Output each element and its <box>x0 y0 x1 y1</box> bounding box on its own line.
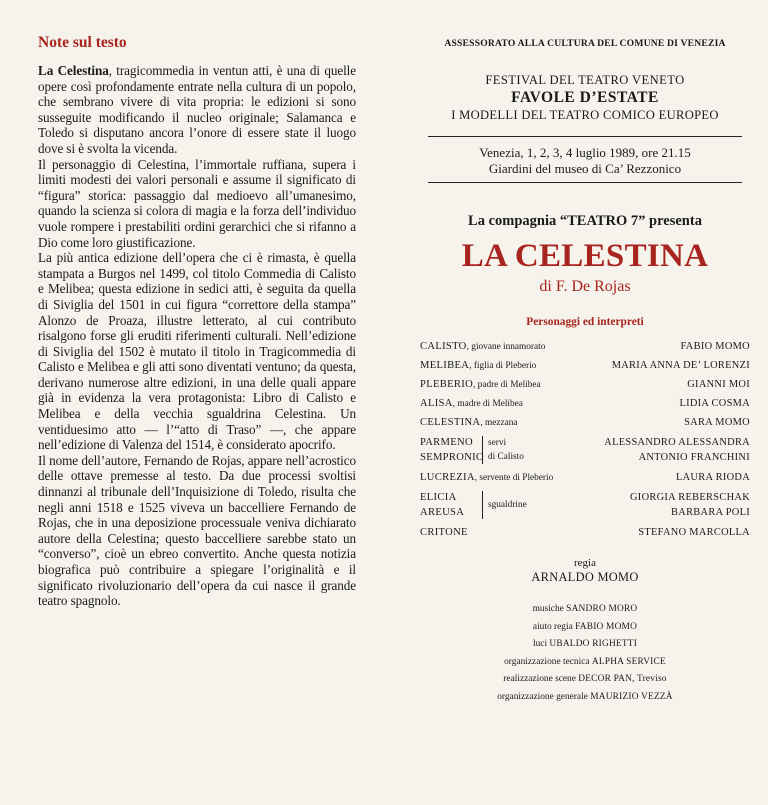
credit-line <box>420 671 750 689</box>
credit-label: musiche <box>532 604 564 614</box>
cast-row <box>420 379 750 391</box>
cast-group-roles <box>420 436 482 465</box>
programme-column <box>420 38 750 706</box>
venue-place: Giardini del museo di Ca’ Rezzonico <box>488 160 682 176</box>
cast-row <box>420 341 750 353</box>
cast-group-actors <box>533 491 750 520</box>
credits-list <box>420 601 750 706</box>
cast-group-servi <box>420 436 750 465</box>
cast-actor: MARIA ANNA DE’ LORENZI <box>611 360 750 371</box>
festival-theme: I MODELLI DEL TEATRO COMICO EUROPEO <box>451 108 719 122</box>
cast-group-actors <box>530 436 750 465</box>
credit-label: organizzazione generale <box>497 691 588 702</box>
cast-row <box>420 417 750 429</box>
divider-bottom <box>428 182 742 183</box>
notes-column <box>38 34 356 609</box>
cast-actor: GIANNI MOI <box>687 379 750 390</box>
director-name: ARNALDO MOMO <box>531 570 639 584</box>
credit-label: organizzazione tecnica <box>504 656 590 667</box>
credit-line <box>420 654 750 672</box>
credit-label: aiuto regia <box>532 621 573 632</box>
cast-group-description <box>482 491 527 519</box>
cast-role: ALISA, madre di Melibea <box>420 398 523 409</box>
cast-actor: ALESSANDRO ALESSANDRA <box>604 437 750 448</box>
notes-paragraph-1 <box>38 63 356 157</box>
company-presents: La compagnia “TEATRO 7” presenta <box>468 213 702 229</box>
notes-paragraph-2: Il personaggio di Celestina, l’immortale ruffiana, supera i limiti modesti dei valori personali e assume il significato di “figura” storica: passaggio dal medioevo all’umanesimo, quando la scienza si colora di magia e la forza dell’individuo vuole rompere i prestabiliti ordini gerarchici che si rifanno a Dio come loro giustificazione. <box>38 156 356 250</box>
credit-line <box>420 601 750 619</box>
cast-actor: LAURA RIODA <box>675 472 750 483</box>
credit-value: UBALDO RIGHETTI <box>549 639 638 649</box>
cast-group-desc-line: sgualdrine <box>488 500 527 510</box>
cast-role: CELESTINA, mezzana <box>420 417 518 428</box>
cast-actor: SARA MOMO <box>684 417 750 428</box>
cast-role: PARMENO <box>420 437 473 448</box>
cast-row <box>420 472 750 484</box>
cast-role: ELICIA <box>420 492 457 503</box>
cast-row <box>420 527 750 539</box>
credit-line <box>420 689 750 707</box>
cast-role: CRITONE <box>420 527 468 538</box>
notes-heading: Note sul testo <box>38 34 127 51</box>
credit-label: realizzazione scene <box>503 674 576 684</box>
credit-label: luci <box>532 639 548 649</box>
credit-value: DECOR PAN, Treviso <box>578 674 667 684</box>
credit-value: FABIO MOMO <box>575 621 638 632</box>
credit-value: ALPHA SERVICE <box>591 656 666 667</box>
venue-date: Venezia, 1, 2, 3, 4 luglio 1989, ore 21.15 <box>479 145 691 160</box>
cast-row <box>420 360 750 372</box>
cast-role: LUCREZIA, servente di Pleberio <box>420 472 554 483</box>
notes-body <box>38 63 356 609</box>
cast-role: PLEBERIO, padre di Melibea <box>420 379 541 390</box>
cast-actor: ANTONIO FRANCHINI <box>638 451 750 463</box>
festival-subtitle: FAVOLE D’ESTATE <box>511 89 659 106</box>
cast-actor: LIDIA COSMA <box>679 398 750 409</box>
cast-row <box>420 398 750 410</box>
play-title: LA CELESTINA <box>461 238 709 274</box>
notes-paragraph-4: Il nome dell’autore, Fernando de Rojas, appare nell’acrostico delle ottave premesse al testo. Da due processi svoltisi dinnanzi al tribunale dell’Inquisizione di Toledo, risulta che negli anni 1518 e 1525 viveva un baccelliere Fernando de Rojas, che in una deposizione processuale veniva dichiarato autore della Celestina; questo baccelliere sarebbe stato un “converso”, cioè un ebreo convertito. Anche questa notizia biografica può contribuire a spiegare l’originalità e il significato rivoluzionario dell’opera da cui nasce il grande teatro spagnolo. <box>38 452 356 609</box>
cast-actor: BARBARA POLI <box>671 506 750 518</box>
cast-heading: Personaggi ed interpreti <box>526 316 644 328</box>
venue-info <box>420 137 750 182</box>
credit-line <box>420 619 750 637</box>
notes-paragraph-1-text: , tragicommedia in ventun atti, è una di quelle opere così profondamente entrate nella cultura di un popolo, che sembrano vivere di vita propria: le edizioni si sono susseguite modificando il nucleo originale; Salamanca e Toledo si disputano ancora l’onore di essere state il luogo dove si è svolta la vicenda. <box>38 63 357 156</box>
cast-group-description <box>482 436 524 464</box>
credit-value: SANDRO MORO <box>566 604 638 614</box>
credit-value: MAURIZIO VEZZÀ <box>590 691 673 702</box>
cast-group-desc-line: di Calisto <box>488 452 524 462</box>
cast-list <box>420 341 750 539</box>
notes-title-emphasis: La Celestina <box>38 63 109 78</box>
cast-role: CALISTO, giovane innamorato <box>420 341 546 352</box>
cast-group-sgualdrine <box>420 491 750 520</box>
cast-actor: GIORGIA REBERSCHAK <box>630 492 750 503</box>
assessorato-header: ASSESSORATO ALLA CULTURA DEL COMUNE DI VENEZIA <box>444 38 726 49</box>
cast-actor: FABIO MOMO <box>680 341 750 352</box>
cast-group-roles <box>420 491 482 520</box>
cast-actor: STEFANO MARCOLLA <box>638 527 750 538</box>
director-label: regia <box>574 557 596 569</box>
play-author: di F. De Rojas <box>539 278 631 295</box>
festival-name: FESTIVAL DEL TEATRO VENETO <box>485 73 685 87</box>
cast-role: SEMPRONIO <box>420 451 484 463</box>
notes-paragraph-3: La più antica edizione dell’opera che ci è rimasta, è quella stampata a Burgos nel 1499, col titolo Commedia di Calisto e Melibea; questa edizione in sedici atti, è seguita da quella di Siviglia del 1501 in cui figura “correttore della stampa” Alonzo de Proaza, illustre letterato, al cui contributo risalgono forse gli eruditi riferimenti culturali. Nell’edizione di Siviglia del 1502 è mutato il titolo in Tragicommedia di Calisto e Melibea e gli atti sono diventati ventuno; da questa, derivano numerose altre edizioni, in una delle quali appare già in evidenza la vera protagonista: Libro di Calisto e Melibea e della vecchia sgualdrina Celestina. Un ventiduesimo atto — l’“atto di Traso” —, che appare nell’edizione di Valenza del 1514, è considerato apocrifo. <box>38 250 356 453</box>
cast-role: AREUSA <box>420 506 465 518</box>
credit-line <box>420 636 750 654</box>
cast-role: MELIBEA, figlia di Pleberio <box>420 360 537 371</box>
cast-group-desc-line: servi <box>488 438 507 448</box>
